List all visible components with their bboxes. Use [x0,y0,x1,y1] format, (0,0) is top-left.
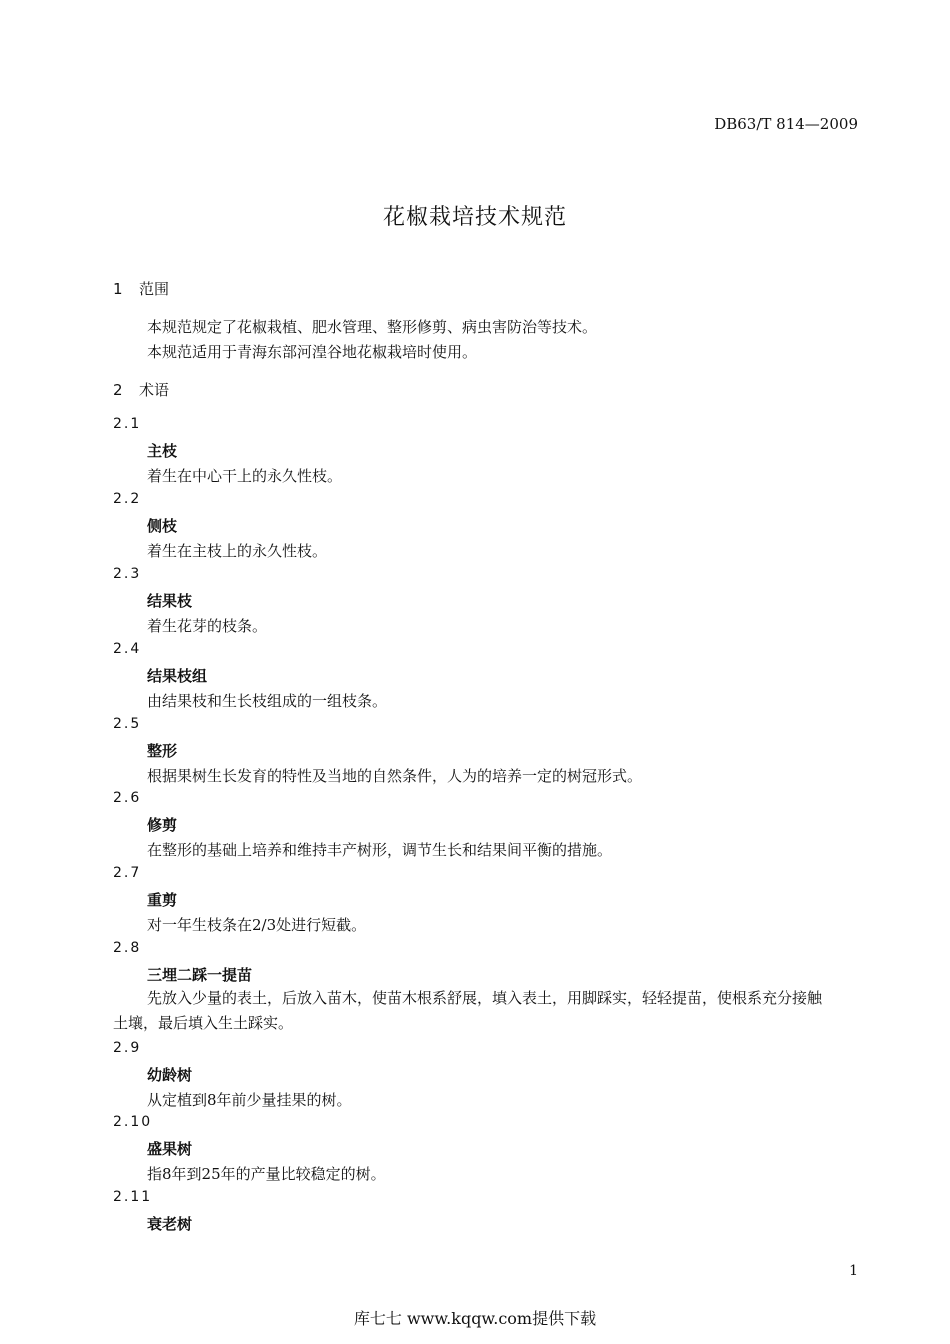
scope-paragraph: 本规范规定了花椒栽植、肥水管理、整形修剪、病虫害防治等技术。 [147,318,598,336]
term-name: 结果枝 [147,592,193,610]
page-title: 花椒栽培技术规范 [382,205,567,230]
term-number: 2.4 [113,641,142,657]
term-name: 侧枝 [147,517,178,535]
section-title: 术语 [139,381,170,399]
term-name: 整形 [147,742,178,760]
section-number: 2 [113,381,123,399]
scope-paragraph: 本规范适用于青海东部河湟谷地花椒栽培时使用。 [147,343,478,361]
term-number: 2.1 [113,416,142,432]
term-number: 2.2 [113,491,142,507]
term-definition: 先放入少量的表土，后放入苗木，使苗木根系舒展，填入表土，用脚踩实，轻轻提苗，使根系充分接触土壤，最后填入生土踩实。 [113,989,823,1032]
term-definition: 在整形的基础上培养和维持丰产树形，调节生长和结果间平衡的措施。 [147,841,613,859]
term-name: 三埋二踩一提苗 [147,966,253,984]
section-heading-terms [113,379,169,400]
section-heading-scope [113,278,169,299]
term-number: 2.11 [113,1189,153,1205]
term-definition: 着生在中心干上的永久性枝。 [147,467,343,485]
term-number: 2.3 [113,566,142,582]
term-number: 2.8 [113,940,142,956]
term-name: 修剪 [147,816,178,834]
term-definition: 由结果枝和生长枝组成的一组枝条。 [147,692,388,710]
footer-download-note: 库七七 www.kqqw.com提供下载 [353,1309,597,1328]
term-name: 衰老树 [147,1215,193,1233]
section-number: 1 [113,280,123,298]
page-number: 1 [849,1263,858,1279]
term-name: 主枝 [147,442,178,460]
term-name: 重剪 [147,891,178,909]
term-definition: 指8年到25年的产量比较稳定的树。 [147,1165,386,1183]
term-number: 2.7 [113,865,142,881]
term-number: 2.10 [113,1114,153,1130]
term-number: 2.6 [113,790,142,806]
term-number: 2.5 [113,716,142,732]
term-definition: 根据果树生长发育的特性及当地的自然条件，人为的培养一定的树冠形式。 [147,767,643,785]
term-name: 幼龄树 [147,1066,193,1084]
term-name: 盛果树 [147,1140,193,1158]
document-number: DB63/T 814—2009 [714,115,858,133]
term-name: 结果枝组 [147,667,208,685]
term-definition: 着生在主枝上的永久性枝。 [147,542,328,560]
term-number: 2.9 [113,1040,142,1056]
section-title: 范围 [139,280,170,298]
term-definition: 着生花芽的枝条。 [147,617,268,635]
term-definition: 对一年生枝条在2/3处进行短截。 [147,916,367,934]
term-definition: 从定植到8年前少量挂果的树。 [147,1091,352,1109]
